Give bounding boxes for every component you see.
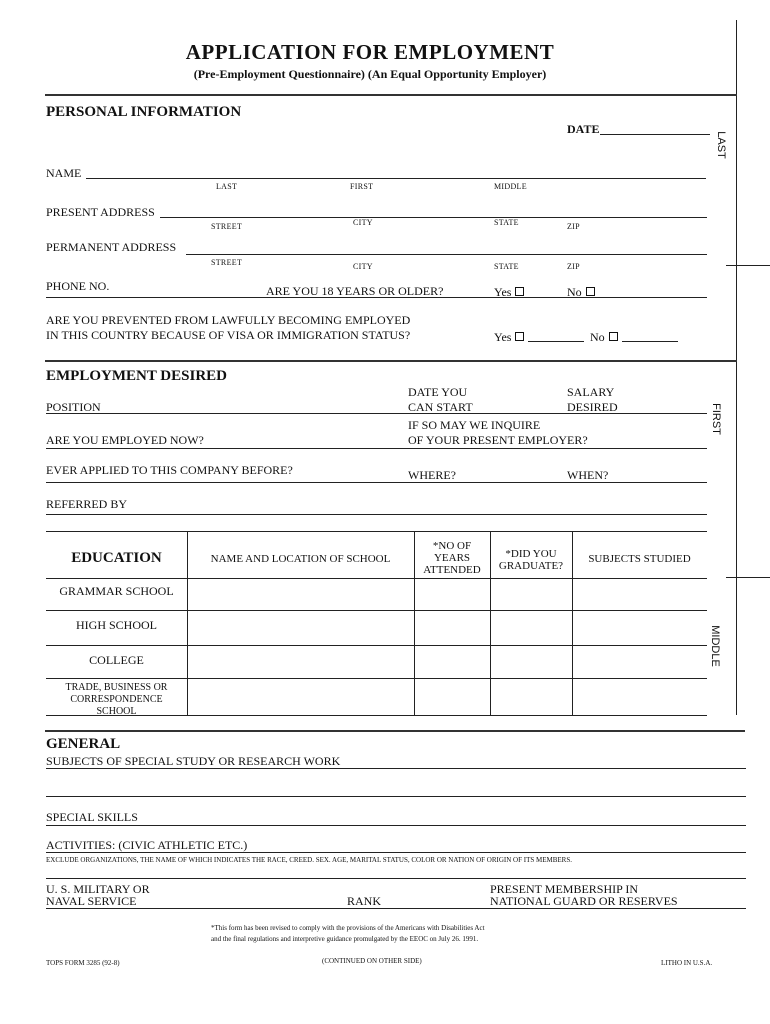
edu-col-subjects: SUBJECTS STUDIED: [588, 553, 691, 565]
divider: [45, 730, 745, 732]
name-sub-first: FIRST: [350, 182, 374, 191]
permanent-address-label: PERMANENT ADDRESS: [46, 240, 177, 254]
edu-col-years-2: YEARS: [433, 552, 471, 564]
age-yes-option[interactable]: [494, 285, 524, 300]
salary-label-2: DESIRED: [567, 400, 618, 414]
exclude-line[interactable]: [46, 878, 746, 879]
salary-label-1: SALARY: [567, 385, 615, 399]
present-address-label: PRESENT ADDRESS: [46, 205, 155, 219]
edu-row-trade-1: TRADE, BUSINESS OR: [65, 682, 168, 693]
age-no-label: No: [567, 285, 582, 299]
ada-note-1: *This form has been revised to comply with the provisions of the Americans with Disabilities Act: [211, 924, 485, 932]
name-sub-last: LAST: [216, 182, 238, 191]
section-employment-heading: EMPLOYMENT DESIRED: [46, 368, 227, 384]
age-no-checkbox[interactable]: [586, 287, 595, 296]
permanent-sub-zip: ZIP: [567, 262, 580, 271]
when-label: WHEN?: [567, 468, 609, 482]
special-study-label: SUBJECTS OF SPECIAL STUDY OR RESEARCH WORK: [46, 754, 341, 768]
section-general-heading: GENERAL: [46, 736, 121, 752]
referred-by-line[interactable]: [46, 514, 707, 515]
side-tick: [726, 577, 770, 578]
edu-col-grad-1: *DID YOU: [505, 548, 557, 560]
special-skills-label: SPECIAL SKILLS: [46, 810, 138, 824]
military-line[interactable]: [46, 908, 746, 909]
permanent-sub-state: STATE: [494, 262, 519, 271]
side-tab-middle: MIDDLE: [709, 625, 721, 667]
guard-label-2: NATIONAL GUARD OR RESERVES: [490, 894, 678, 908]
employed-now-label: ARE YOU EMPLOYED NOW?: [46, 433, 204, 447]
applied-before-label: EVER APPLIED TO THIS COMPANY BEFORE?: [46, 463, 293, 477]
exclude-note: EXCLUDE ORGANIZATIONS, THE NAME OF WHICH INDICATES THE RACE, CREED. SEX. AGE, MARITAL STATUS, COLOR OR NATION OF ORIGIN OF ITS MEMBERS.: [46, 856, 572, 864]
visa-yes-label: Yes: [494, 330, 512, 344]
applied-before-line[interactable]: [46, 482, 707, 483]
edu-row-grammar: GRAMMAR SCHOOL: [59, 584, 174, 598]
education-table-top: [46, 531, 707, 532]
present-sub-zip: ZIP: [567, 222, 580, 231]
edu-row-divider: [46, 578, 707, 579]
name-line[interactable]: [86, 178, 706, 179]
edu-col-school: NAME AND LOCATION OF SCHOOL: [210, 553, 391, 565]
edu-row-high-school: HIGH SCHOOL: [76, 618, 157, 632]
age-question: ARE YOU 18 YEARS OR OLDER?: [266, 284, 444, 298]
right-border: [736, 20, 737, 715]
edu-row-divider: [46, 645, 707, 646]
side-tab-last: LAST: [715, 131, 727, 159]
referred-by-label: REFERRED BY: [46, 497, 128, 511]
special-study-line[interactable]: [46, 768, 746, 769]
military-label-2: NAVAL SERVICE: [46, 894, 137, 908]
date-label: DATE: [567, 122, 600, 136]
special-study-line-2[interactable]: [46, 796, 746, 797]
name-sub-middle: MIDDLE: [494, 182, 527, 191]
visa-yes-option[interactable]: [494, 330, 524, 345]
ada-note-2: and the final regulations and interpretive guidance promulgated by the EEOC on July 26. 1991.: [211, 935, 479, 943]
rank-label: RANK: [347, 894, 382, 908]
present-sub-state: STATE: [494, 218, 519, 227]
visa-yes-checkbox[interactable]: [515, 332, 524, 341]
where-label: WHERE?: [408, 468, 456, 482]
date-line: [600, 134, 710, 135]
activities-line[interactable]: [46, 852, 746, 853]
page-subtitle: (Pre-Employment Questionnaire) (An Equal Opportunity Employer): [193, 67, 547, 81]
inquire-label-1: IF SO MAY WE INQUIRE: [408, 418, 541, 432]
edu-row-trade-3: SCHOOL: [96, 706, 137, 717]
divider: [45, 94, 737, 96]
litho-note: LITHO IN U.S.A.: [661, 959, 713, 967]
edu-col-years-1: *NO OF: [432, 540, 472, 552]
position-line[interactable]: [46, 413, 707, 414]
permanent-sub-street: STREET: [211, 258, 243, 267]
inquire-label-2: OF YOUR PRESENT EMPLOYER?: [408, 433, 588, 447]
visa-no-checkbox[interactable]: [609, 332, 618, 341]
visa-no-option[interactable]: [590, 330, 618, 345]
permanent-address-line[interactable]: [186, 254, 707, 255]
activities-label: ACTIVITIES: (CIVIC ATHLETIC ETC.): [46, 838, 248, 852]
age-yes-label: Yes: [494, 285, 512, 299]
employed-now-line[interactable]: [46, 448, 707, 449]
position-label: POSITION: [46, 400, 101, 414]
page-title: APPLICATION FOR EMPLOYMENT: [185, 40, 555, 64]
special-skills-line[interactable]: [46, 825, 746, 826]
age-yes-checkbox[interactable]: [515, 287, 524, 296]
visa-question-line2: IN THIS COUNTRY BECAUSE OF VISA OR IMMIGRATION STATUS?: [46, 328, 411, 342]
edu-row-trade-2: CORRESPONDENCE: [70, 694, 163, 705]
continued-note: (CONTINUED ON OTHER SIDE): [322, 957, 422, 965]
age-no-option[interactable]: [567, 285, 595, 300]
visa-no-label: No: [590, 330, 605, 344]
present-address-line[interactable]: [160, 217, 707, 218]
visa-yes-line: [528, 341, 584, 342]
visa-no-line: [622, 341, 678, 342]
present-sub-street: STREET: [211, 222, 243, 231]
date-start-label-1: DATE YOU: [408, 385, 468, 399]
section-personal-heading: PERSONAL INFORMATION: [46, 104, 242, 120]
visa-question-line1: ARE YOU PREVENTED FROM LAWFULLY BECOMING EMPLOYED: [46, 313, 411, 327]
guard-label-1: PRESENT MEMBERSHIP IN: [490, 882, 639, 896]
edu-col-years-3: ATTENDED: [423, 564, 481, 576]
divider: [45, 360, 737, 362]
name-label: NAME: [46, 166, 82, 180]
edu-row-divider: [46, 678, 707, 679]
edu-col-grad-2: GRADUATE?: [498, 560, 564, 572]
date-start-label-2: CAN START: [408, 400, 473, 414]
edu-row-college: COLLEGE: [89, 653, 144, 667]
side-tab-first: FIRST: [710, 403, 722, 435]
edu-row-divider: [46, 610, 707, 611]
side-tick: [726, 265, 770, 266]
form-number: TOPS FORM 3285 (92-8): [46, 959, 120, 967]
education-heading: EDUCATION: [71, 550, 162, 566]
present-sub-city: CITY: [353, 218, 373, 227]
military-label-1: U. S. MILITARY OR: [46, 882, 150, 896]
phone-label: PHONE NO.: [46, 279, 110, 293]
permanent-sub-city: CITY: [353, 262, 373, 271]
